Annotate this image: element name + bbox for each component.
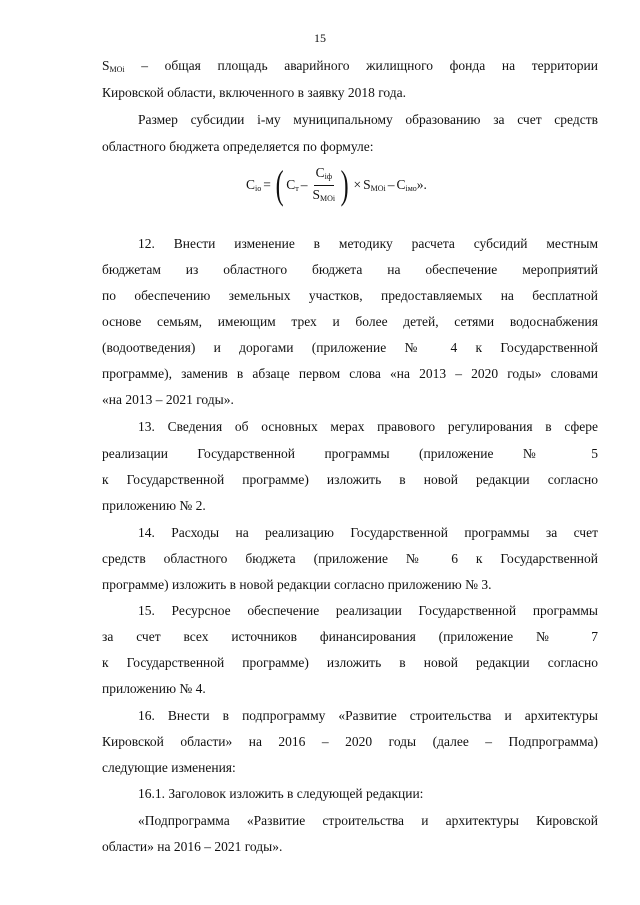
paragraph-line: по обеспечению земельных участков, предоставляемых на бесплатной	[102, 288, 598, 303]
paragraph-line: бюджетам из областного бюджета на обеспечение мероприятий	[102, 262, 598, 277]
paragraph-line: к Государственной программе) изложить в новой редакции согласно	[102, 655, 598, 670]
paragraph-line: 16. Внести в подпрограмму «Развитие строительства и архитектуры	[138, 708, 598, 723]
paragraph-line: средств областного бюджета (приложение № 6 к Государственной	[102, 551, 598, 566]
variable-symbol: $S_{MOi}$	[102, 58, 125, 74]
paragraph-line: следующие изменения:	[102, 760, 236, 775]
paragraph-line: программе) изложить в новой редакции согласно приложению № 3.	[102, 577, 492, 592]
paragraph-line: 14. Расходы на реализацию Государственной программы за счет	[138, 525, 598, 540]
paragraph-line: за счет всех источников финансирования (приложение № 7	[102, 629, 598, 644]
right-paren: )	[340, 162, 349, 207]
subsidy-formula	[246, 160, 427, 210]
fraction-denominator: $S_{MOi}$	[312, 186, 336, 203]
formula-minus: –	[300, 177, 308, 192]
formula-times: ×	[353, 177, 362, 192]
paragraph-line: 13. Сведения об основных мерах правового регулирования в сфере	[138, 419, 598, 434]
text-line: областного бюджета определяется по формуле:	[102, 139, 374, 154]
formula-c: $C_{iмо}$	[396, 177, 417, 193]
paragraph-line: программе), заменив в абзаце первом слова «на 2013 – 2020 годы» словами	[102, 366, 598, 381]
text-line: Размер субсидии i-му муниципальному образованию за счет средств	[138, 112, 598, 127]
paragraph-line: 16.1. Заголовок изложить в следующей редакции:	[138, 786, 424, 801]
paragraph-line: «на 2013 – 2021 годы».	[102, 392, 234, 407]
formula-equals: =	[263, 177, 271, 192]
paragraph-line: 15. Ресурсное обеспечение реализации Государственной программы	[138, 603, 598, 618]
variable-definition-line: $S_{MOi}$ – общая площадь аварийного жилищного фонда на территории	[102, 58, 598, 74]
formula-s: $S_{MOi}$	[363, 177, 386, 193]
paragraph-line: приложению № 4.	[102, 681, 206, 696]
quoted-title-line: «Подпрограмма «Развитие строительства и архитектуры Кировской	[138, 813, 598, 828]
page-number: 15	[314, 31, 326, 45]
formula-fraction	[312, 165, 335, 206]
formula-minus-2: –	[387, 177, 395, 192]
formula-ct: $C_т$	[286, 177, 299, 193]
quoted-title-line: области» на 2016 – 2021 годы».	[102, 839, 283, 854]
paragraph-line: основе семьям, имеющим трех и более детей, сетями водоснабжения	[102, 314, 598, 329]
text-line: Кировской области, включенного в заявку 2018 года.	[102, 85, 406, 100]
formula-lhs: $C_{iо}$	[246, 177, 262, 193]
paragraph-line: приложению № 2.	[102, 498, 206, 513]
paragraph-line: реализации Государственной программы (приложение № 5	[102, 446, 598, 461]
paragraph-line: 12. Внести изменение в методику расчета субсидий местным	[138, 236, 598, 251]
formula-end: ».	[416, 177, 427, 192]
paragraph-line: к Государственной программе) изложить в новой редакции согласно	[102, 472, 598, 487]
paragraph-line: (водоотведения) и дорогами (приложение № 4 к Государственной	[102, 340, 598, 355]
left-paren: (	[275, 162, 284, 207]
paragraph-line: Кировской области» на 2016 – 2020 годы (далее – Подпрограмма)	[102, 734, 598, 749]
fraction-numerator: $C_{iф}$	[314, 165, 334, 186]
